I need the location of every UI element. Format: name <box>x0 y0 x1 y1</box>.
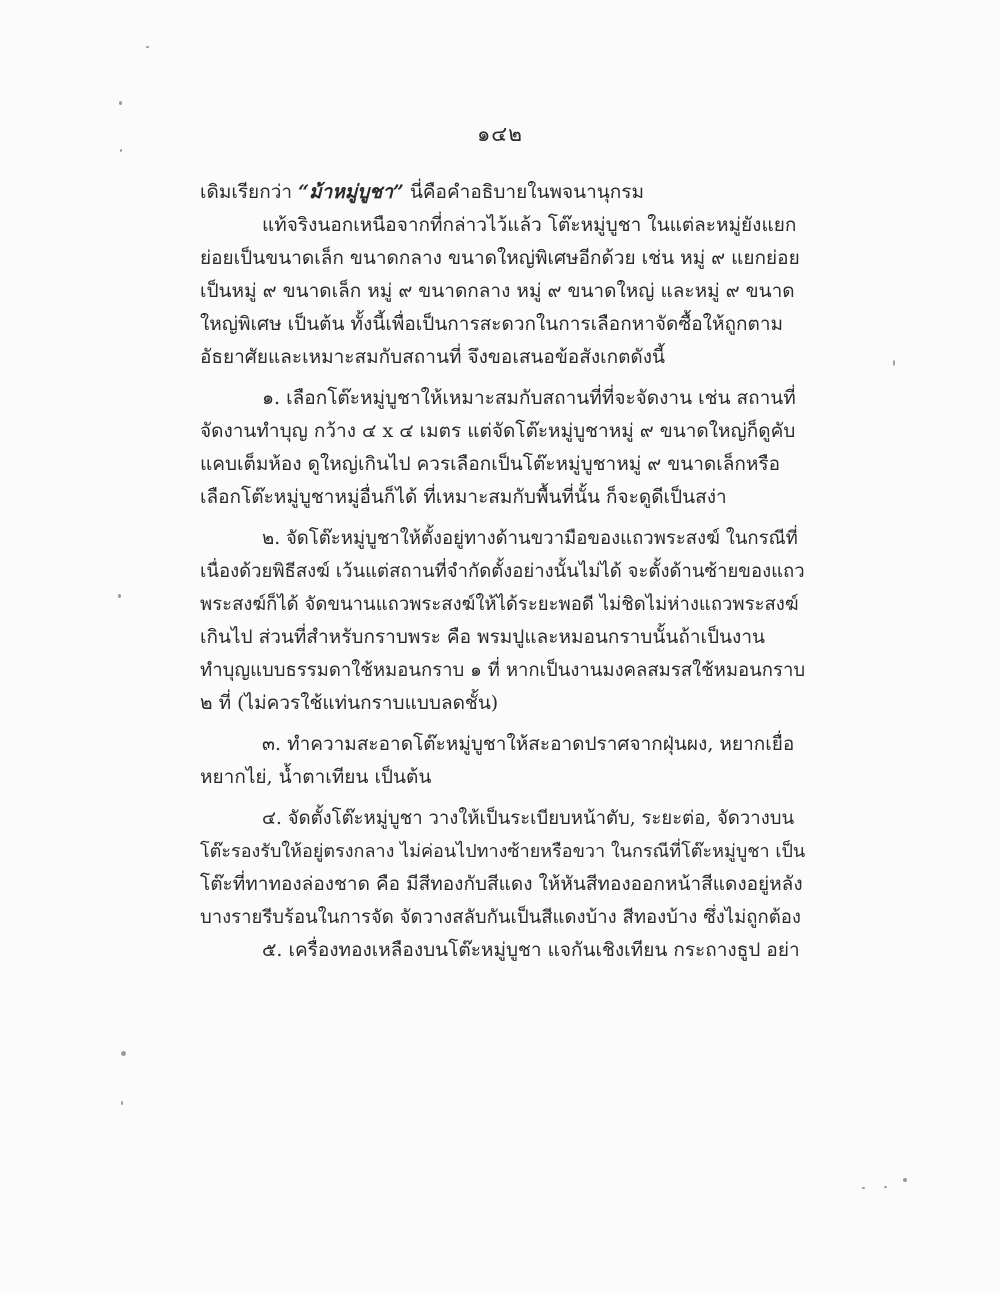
scan-speck <box>862 1187 865 1189</box>
text-line: ๓. ทำความสะอาดโต๊ะหมู่บูชาให้สะอาดปราศจากฝุ่นผง, หยากเยื่อ <box>262 733 795 755</box>
text-line: แคบเต็มห้อง ดูใหญ่เกินไป ควรเลือกเป็นโต๊ะหมู่บูชาหมู่ ๙ ขนาดเล็กหรือ <box>200 453 781 475</box>
text-line: ๔. จัดตั้งโต๊ะหมู่บูชา วางให้เป็นระเบียบหน้าตับ, ระยะต่อ, จัดวางบน <box>262 808 795 829</box>
text-line: จัดงานทำบุญ กว้าง ๔ x ๔ เมตร แต่จัดโต๊ะหมู่บูชาหมู่ ๙ ขนาดใหญ่ก็ดูคับ <box>200 420 796 442</box>
text-line: ทำบุญแบบธรรมดาใช้หมอนกราบ ๑ ที่ หากเป็นงานมงคลสมรสใช้หมอนกราบ <box>200 660 806 681</box>
scan-speck <box>146 46 149 48</box>
scan-speck <box>121 1101 123 1105</box>
text-line: เนื่องด้วยพิธีสงฆ์ เว้นแต่สถานที่จำกัดตั้งอย่างนั้นไม่ได้ จะตั้งด้านซ้ายของแถว <box>200 561 805 582</box>
text-line: อัธยาศัยและเหมาะสมกับสถานที่ จึงขอเสนอข้อสังเกตดังนี้ <box>200 346 666 368</box>
text-line: บางรายรีบร้อนในการจัด จัดวางสลับกันเป็นสีแดงบ้าง สีทองบ้าง ซึ่งไม่ถูกต้อง <box>200 907 801 928</box>
scan-speck <box>893 360 895 366</box>
text-line: เป็นหมู่ ๙ ขนาดเล็ก หมู่ ๙ ขนาดกลาง หมู่ ๙ ขนาดใหญ่ และหมู่ ๙ ขนาด <box>200 280 795 302</box>
intro-line <box>200 176 805 209</box>
text-line: ย่อยเป็นขนาดเล็ก ขนาดกลาง ขนาดใหญ่พิเศษอีกด้วย เช่น หมู่ ๙ แยกย่อย <box>200 247 800 269</box>
text-line: แท้จริงนอกเหนือจากที่กล่าวไว้แล้ว โต๊ะหมู่บูชา ในแต่ละหมู่ยังแยก <box>262 214 797 236</box>
text-line: ๑. เลือกโต๊ะหมู่บูชาให้เหมาะสมกับสถานที่ที่จะจัดงาน เช่น สถานที่ <box>262 387 796 409</box>
paragraph-intro-detail <box>200 209 805 374</box>
intro-prefix: เดิมเรียกว่า <box>200 181 299 203</box>
paragraph-item-4 <box>200 802 805 934</box>
text-line: เกินไป ส่วนที่สำหรับกราบพระ คือ พรมปูและหมอนกราบนั้นถ้าเป็นงาน <box>200 626 765 648</box>
page-number: ๑๔๒ <box>476 122 524 146</box>
paragraph-item-3 <box>200 728 805 794</box>
intro-emphasis: “ม้าหมู่บูชา” <box>298 181 404 203</box>
text-line: โต๊ะรองรับให้อยู่ตรงกลาง ไม่ค่อนไปทางซ้ายหรือขวา ในกรณีที่โต๊ะหมู่บูชา เป็น <box>200 841 806 862</box>
text-line: ๕. เครื่องทองเหลืองบนโต๊ะหมู่บูชา แจกันเชิงเทียน กระถางธูป อย่า <box>262 939 800 961</box>
scan-speck <box>884 1186 887 1188</box>
text-line: หยากไย่, น้ำตาเทียน เป็นต้น <box>200 766 432 788</box>
body-text <box>200 176 805 967</box>
text-line: พระสงฆ์ก็ได้ จัดขนานแถวพระสงฆ์ให้ได้ระยะพอดี ไม่ชิดไม่ห่างแถวพระสงฆ์ <box>200 594 799 615</box>
paragraph-item-5 <box>200 934 805 967</box>
scan-speck <box>903 1178 907 1182</box>
text-line: ๒ ที่ (ไม่ควรใช้แท่นกราบแบบลดชั้น) <box>200 692 499 714</box>
scan-speck <box>119 101 122 105</box>
scan-speck <box>118 594 121 598</box>
intro-suffix: นี่คือคำอธิบายในพจนานุกรม <box>403 181 645 203</box>
paragraph-item-1 <box>200 382 805 514</box>
scan-speck <box>120 149 122 152</box>
text-line: ใหญ่พิเศษ เป็นต้น ทั้งนี้เพื่อเป็นการสะดวกในการเลือกหาจัดซื้อให้ถูกตาม <box>200 313 784 335</box>
scan-speck <box>121 1051 126 1056</box>
paragraph-item-2 <box>200 522 805 720</box>
text-line: ๒. จัดโต๊ะหมู่บูชาให้ตั้งอยู่ทางด้านขวามือของแถวพระสงฆ์ ในกรณีที่ <box>262 528 798 549</box>
text-line: เลือกโต๊ะหมู่บูชาหมู่อื่นก็ได้ ที่เหมาะสมกับพื้นที่นั้น ก็จะดูดีเป็นสง่า <box>200 486 727 508</box>
text-line: โต๊ะที่ทาทองล่องชาด คือ มีสีทองกับสีแดง ให้หันสีทองออกหน้าสีแดงอยู่หลัง <box>200 873 803 895</box>
